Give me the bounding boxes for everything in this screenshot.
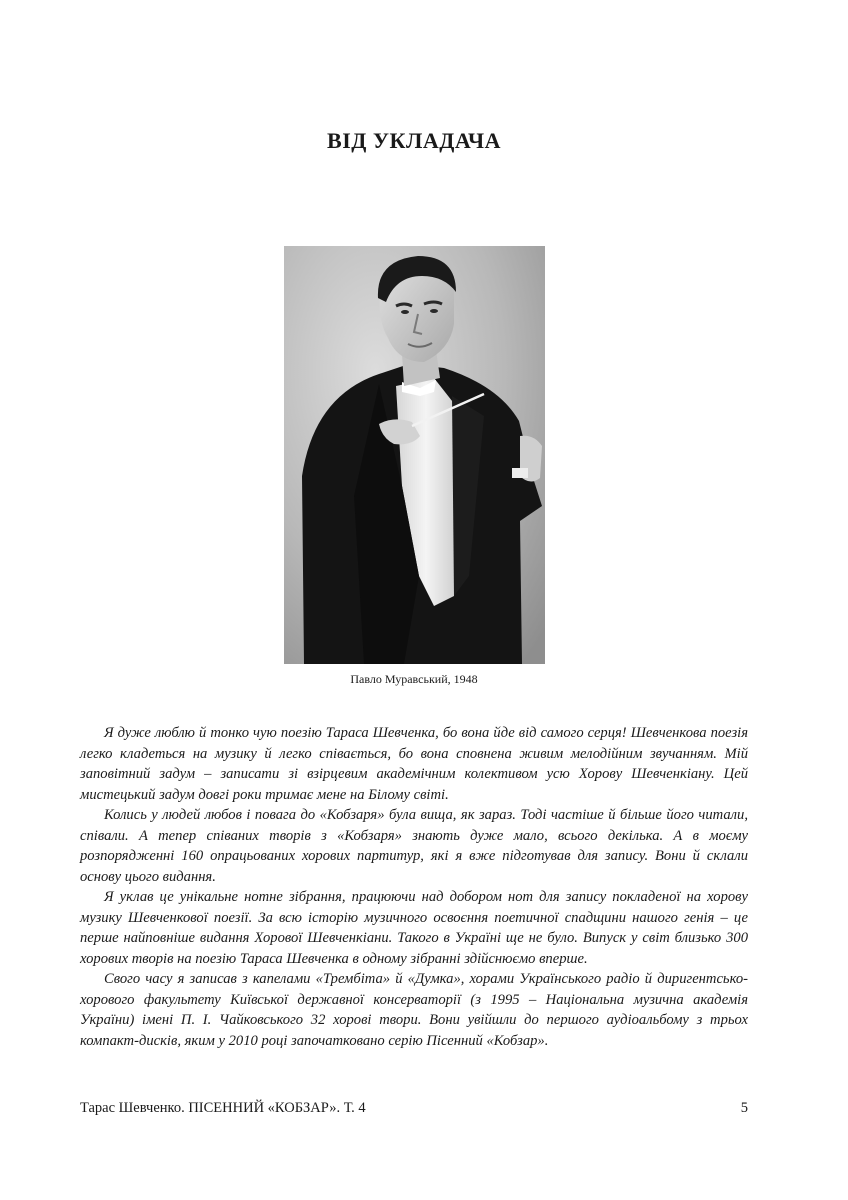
photo-caption: Павло Муравський, 1948 xyxy=(350,672,478,686)
page-title: ВІД УКЛАДАЧА xyxy=(327,128,501,153)
page-number: 5 xyxy=(740,1100,748,1116)
conductor-portrait-photo xyxy=(284,246,545,664)
paragraph: Свого часу я записав з капелами «Трембіта» й «Думка», хорами Українського радіо й диригентсько-хорового факультету Київської державної консерваторії (з 1995 – Національна музична академія України) імені П. І. Чайковського 32 хорові твори. Вони увійшли до першого аудіоальбому з трьох компакт-дисків, яким у 2010 році започатковано серію Пісенний «Кобзар». xyxy=(80,971,748,1049)
body-text xyxy=(80,723,748,1051)
paragraph: Я уклав це унікальне нотне зібрання, працюючи над добором нот для запису покладеної на хорову музику Шевченкової поезії. За всю історію музичного освоєння поетичної спадщини нашого генія – це перше найповніше видання Хорової Шевченкіани. Такого в Україні ще не було. Випуск у світ близько 300 хорових творів на поезію Тараса Шевченка в одному зібранні здійснюємо вперше. xyxy=(80,889,748,967)
paragraph: Колись у людей любов і повага до «Кобзаря» була вища, як зараз. Тоді частіше й більше його читали, співали. А тепер співаних творів з «Кобзаря» знають дуже мало, всього декілька. А в моєму розпорядженні 160 опрацьованих хорових партитур, які я вже підготував для запису. Вони й склали основу цього видання. xyxy=(80,807,748,885)
running-footer-title: Тарас Шевченко. ПІСЕННИЙ «КОБЗАР». Т. 4 xyxy=(80,1100,366,1116)
paragraph: Я дуже люблю й тонко чую поезію Тараса Шевченка, бо вона йде від самого серця! Шевченкова поезія легко кладеться на музику й легко співається, бо вона сповнена живим мелодійним звучанням. Мій заповітний задум – записати зі взірцевим академічним колективом усю Хорову Шевченкіану. Цей мистецький задум довгі роки тримає мене на Білому світі. xyxy=(80,725,748,803)
